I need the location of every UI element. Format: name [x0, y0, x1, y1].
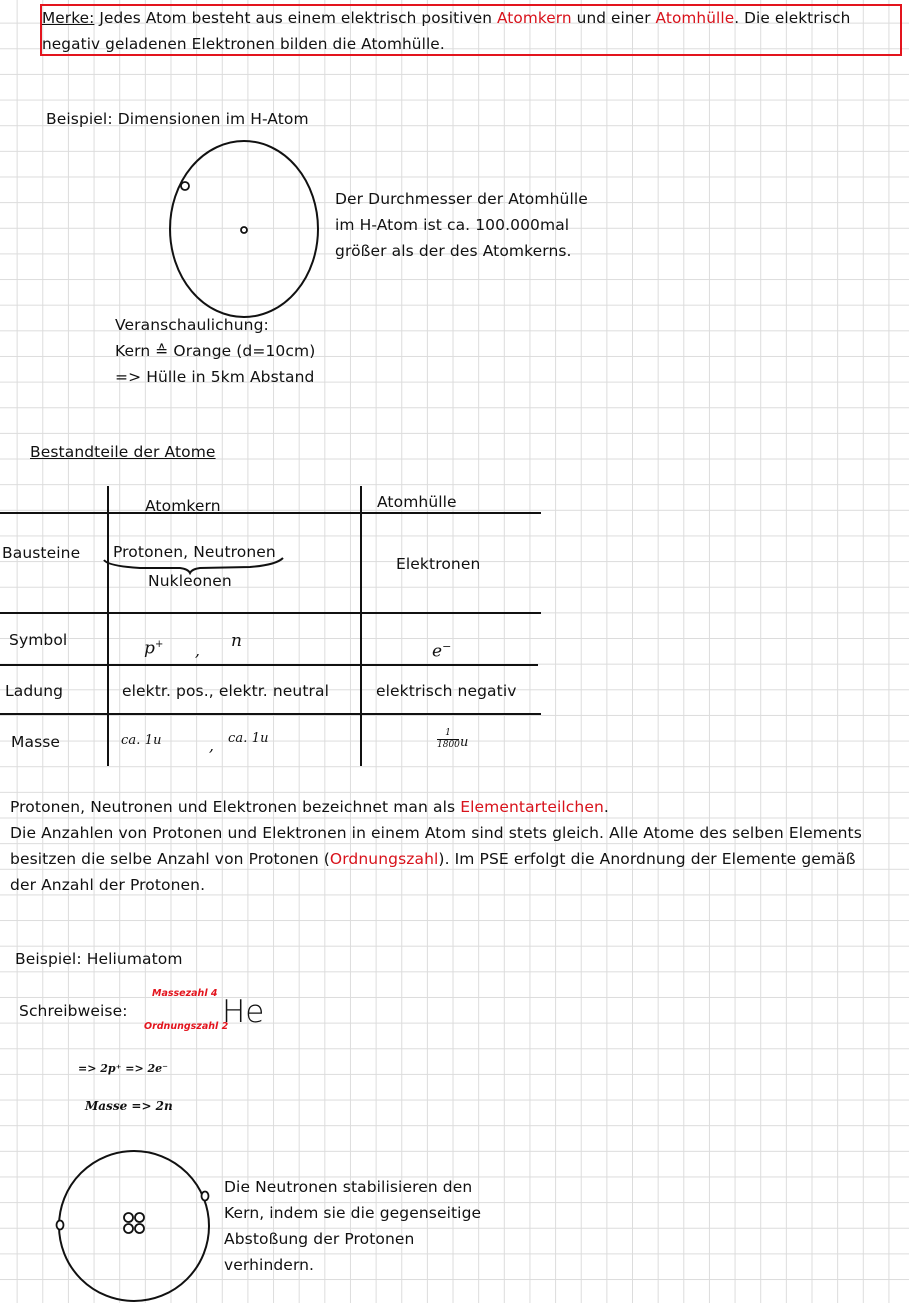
- merke-text: Merke: Jedes Atom besteht aus einem elektrisch positiven Atomkern und einer Atomhülle. Die elektrisch negativ geladenen Elektronen bilden die Atomhülle.: [42, 9, 851, 53]
- cell-masse-neutron: ca. 1u: [228, 731, 269, 746]
- components-heading: Bestandteile der Atome: [30, 443, 216, 461]
- cell-masse-sep: ,: [209, 737, 215, 755]
- paragraph-line-1: Protonen, Neutronen und Elektronen bezeichnet man als Elementarteilchen.: [10, 798, 609, 816]
- cell-ladung-kern: elektr. pos., elektr. neutral: [122, 682, 329, 700]
- h-desc-1: Der Durchmesser der Atomhülle: [335, 190, 588, 208]
- notation-label: Schreibweise:: [19, 1002, 128, 1020]
- cell-bausteine-kern: Protonen, Neutronen: [113, 543, 276, 561]
- he-atom-diagram: [0, 0, 1, 1]
- he-desc-1: Die Neutronen stabilisieren den: [224, 1178, 473, 1196]
- paragraph-line-3: besitzen die selbe Anzahl von Protonen (Ordnungszahl). Im PSE erfolgt die Anordnung der Elemente gemäß: [10, 850, 856, 868]
- he-note-1: => 2p⁺ => 2e⁻: [78, 1062, 168, 1075]
- term-ordnungszahl: Ordnungszahl: [329, 850, 439, 868]
- he-note-2: Masse => 2n: [85, 1099, 173, 1113]
- h-illus-3: => Hülle in 5km Abstand: [115, 368, 315, 386]
- row-label-symbol: Symbol: [9, 631, 68, 649]
- cell-masse-electron-unit: u: [460, 735, 469, 750]
- he-desc-4: verhindern.: [224, 1256, 315, 1274]
- element-symbol: He: [222, 994, 265, 1030]
- table-vline-2: [360, 486, 362, 766]
- h-desc-3: größer als der des Atomkerns.: [335, 242, 572, 260]
- example-h-title: Beispiel: Dimensionen im H-Atom: [46, 110, 309, 128]
- cell-masse-electron-fraction: 1 1800: [437, 728, 460, 750]
- he-desc-3: Abstoßung der Protonen: [224, 1230, 415, 1248]
- cell-symbol-electron: e−: [432, 640, 452, 662]
- term-atomhuelle: Atomhülle: [655, 9, 735, 27]
- table-hline-4: [0, 713, 541, 715]
- row-label-masse: Masse: [11, 733, 61, 751]
- cell-masse-proton: ca. 1u: [121, 733, 162, 748]
- h-illus-1: Veranschaulichung:: [115, 316, 269, 334]
- table-hline-3: [0, 664, 538, 666]
- row-label-ladung: Ladung: [5, 682, 64, 700]
- paragraph-line-2: Die Anzahlen von Protonen und Elektronen in einem Atom sind stets gleich. Alle Atome des selben Elements: [10, 824, 862, 842]
- merke-label: Merke:: [42, 9, 95, 27]
- atomic-number-label: Ordnungszahl 2: [144, 1021, 229, 1032]
- cell-symbol-neutron: n: [231, 631, 243, 651]
- example-he-title: Beispiel: Heliumatom: [15, 950, 183, 968]
- h-desc-2: im H-Atom ist ca. 100.000mal: [335, 216, 570, 234]
- col-header-atomhuelle: Atomhülle: [377, 493, 457, 511]
- paragraph-line-4: der Anzahl der Protonen.: [10, 876, 206, 894]
- cell-bausteine-huelle: Elektronen: [396, 555, 481, 573]
- term-atomkern: Atomkern: [497, 9, 572, 27]
- cell-bausteine-nukleonen: Nukleonen: [148, 572, 232, 590]
- cell-symbol-proton: p+: [144, 638, 164, 659]
- table-hline-2: [0, 612, 541, 614]
- h-illus-2: Kern ≙ Orange (d=10cm): [115, 342, 316, 360]
- he-desc-2: Kern, indem sie die gegenseitige: [224, 1204, 482, 1222]
- cell-ladung-huelle: elektrisch negativ: [376, 682, 517, 700]
- col-header-atomkern: Atomkern: [145, 497, 221, 515]
- term-elementarteilchen: Elementarteilchen: [460, 798, 604, 816]
- mass-number-label: Massezahl 4: [152, 988, 218, 999]
- table-vline-1: [107, 486, 109, 766]
- row-label-bausteine: Bausteine: [2, 544, 81, 562]
- cell-symbol-sep: ,: [195, 642, 201, 660]
- table-hline-1: [0, 512, 541, 514]
